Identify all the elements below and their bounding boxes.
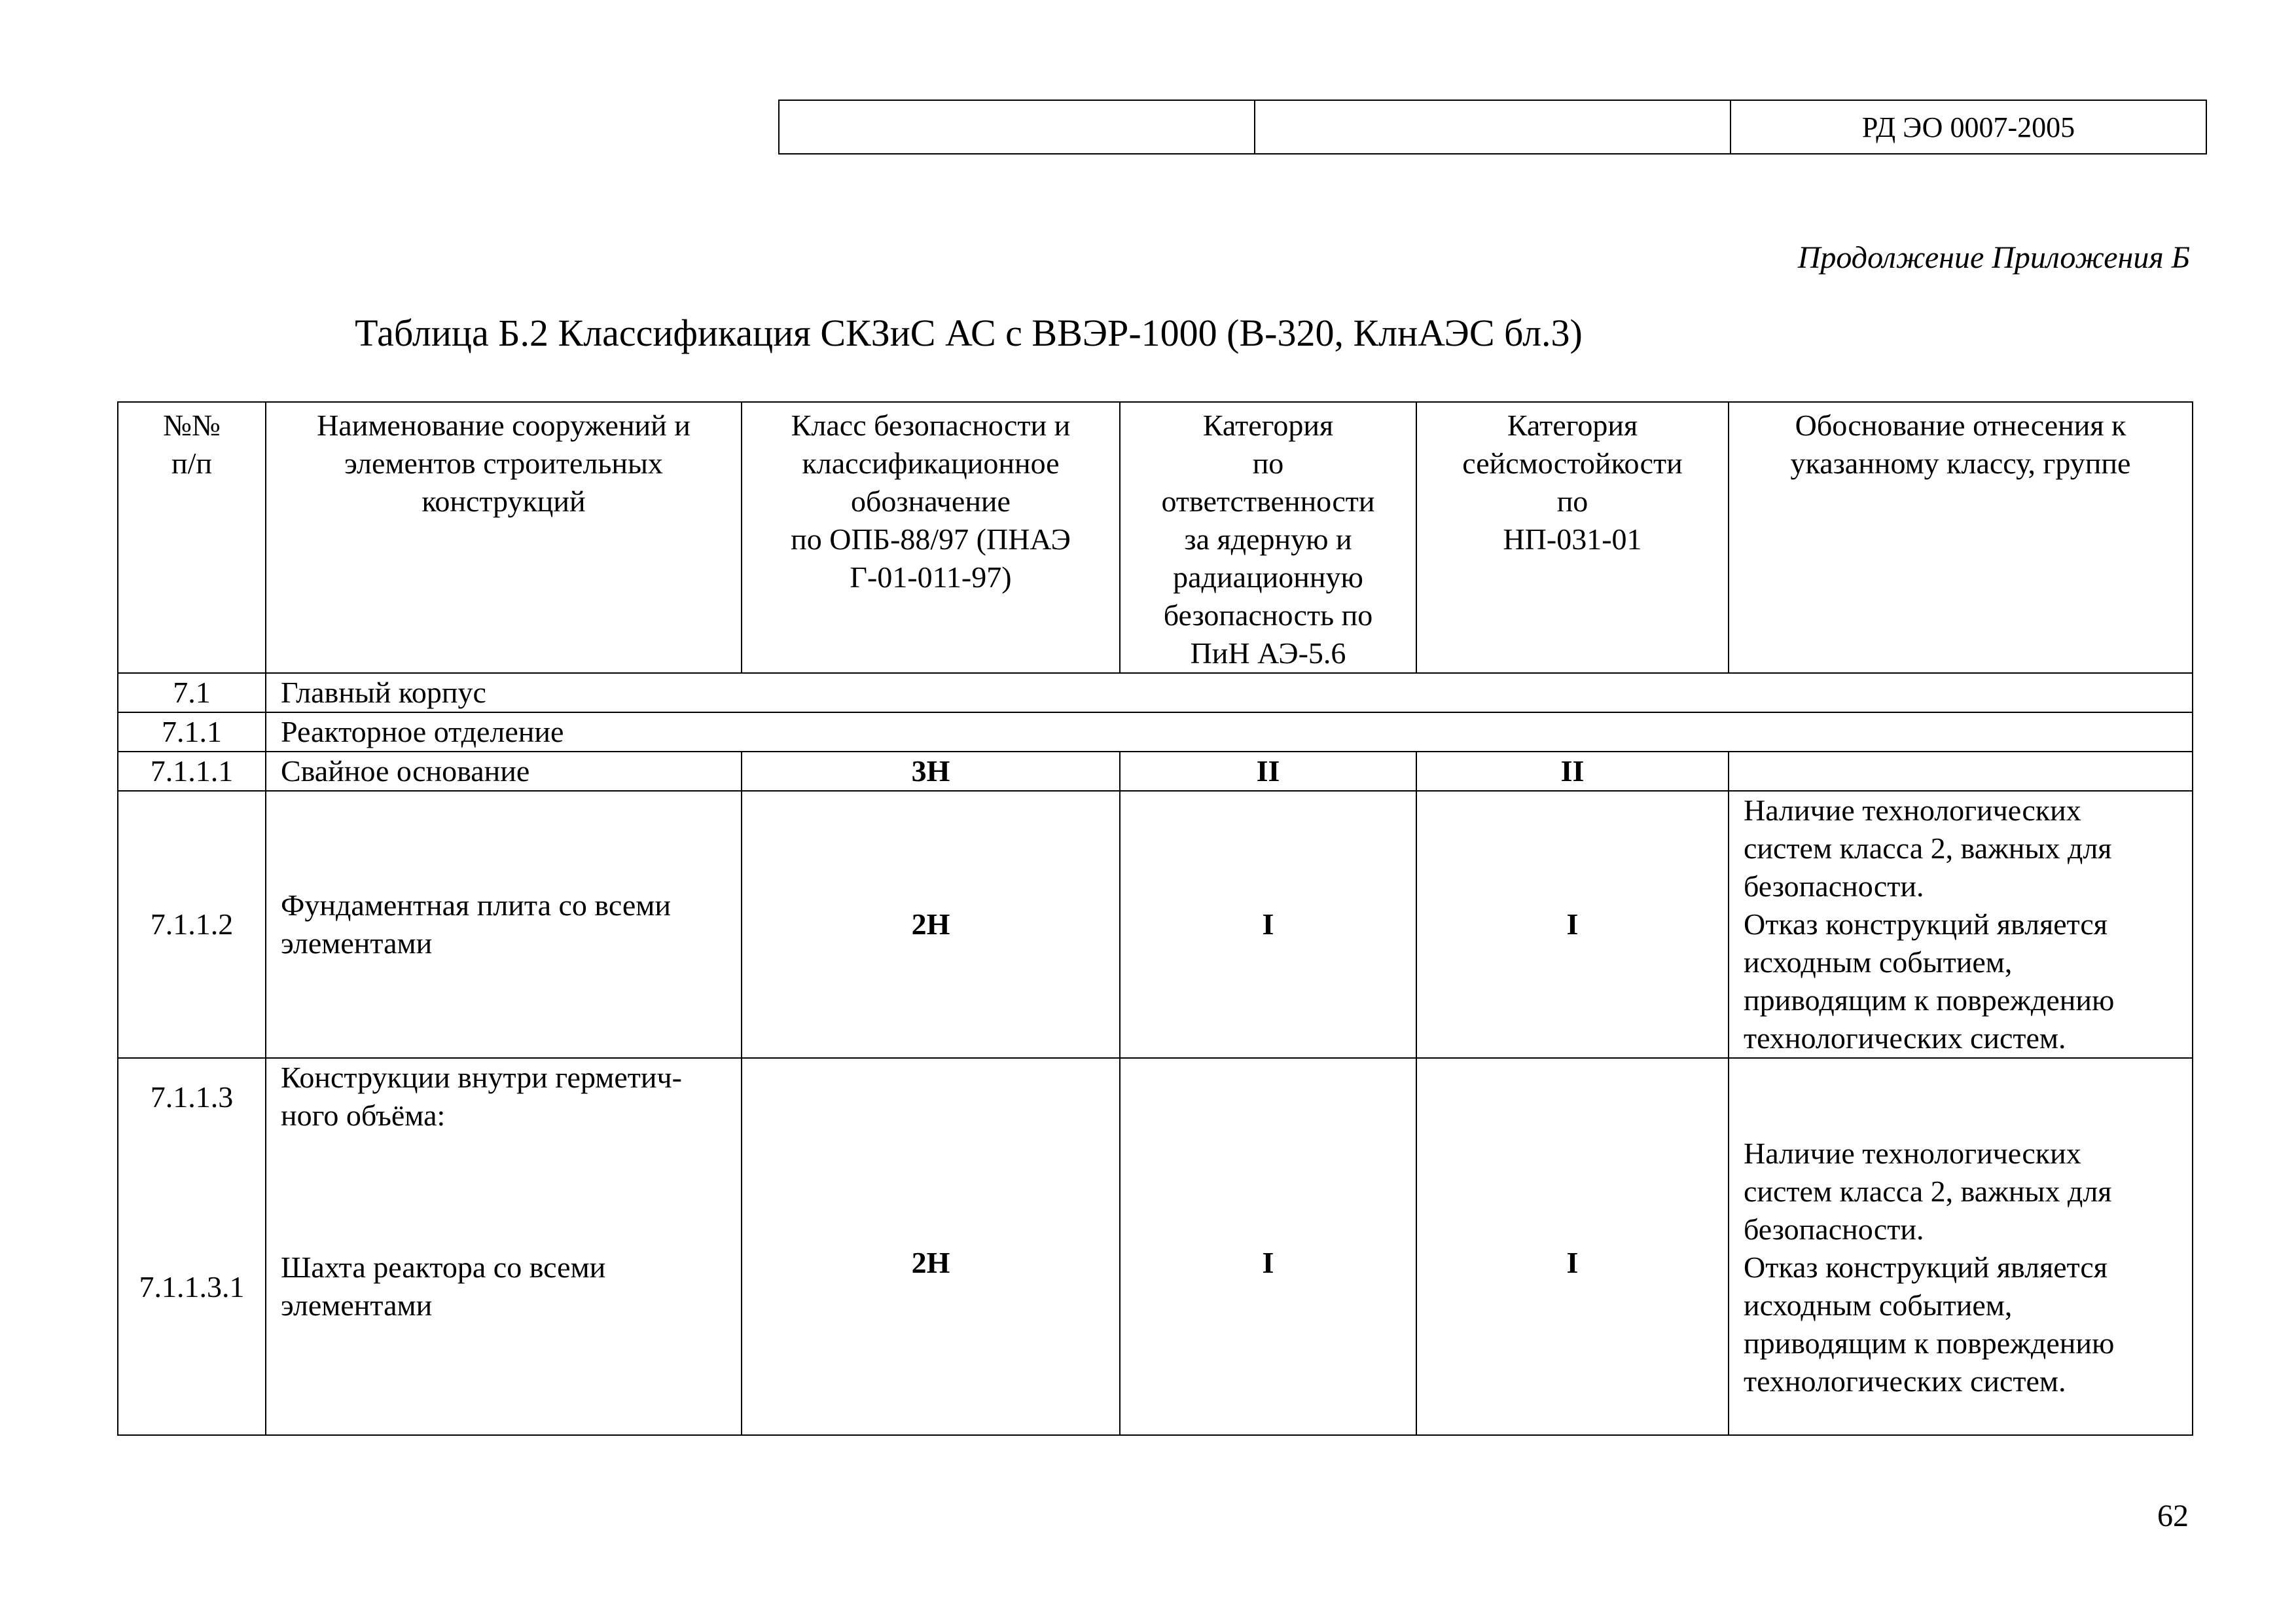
row-number: 7.1 [118,673,266,712]
justification-line: технологических систем. [1744,1364,2066,1398]
header-line: по ОПБ-88/97 (ПНАЭ [791,522,1071,556]
page-number: 62 [2157,1499,2189,1533]
element-name [266,791,742,1058]
table-row [118,712,2193,752]
responsibility-category-value: I [1120,1058,1416,1435]
name-line: элементами [281,1288,433,1322]
header-line: указанному классу, группе [1790,447,2131,480]
justification-cell [1729,752,2193,791]
justification-line: Отказ конструкций является [1744,907,2108,941]
name-line: ного объёма: [281,1099,446,1132]
table-row [118,791,2193,1058]
responsibility-category-value: II [1120,752,1416,791]
row-number-parent: 7.1.1.3 [150,1080,234,1114]
justification-line: систем класса 2, важных для [1744,831,2112,865]
header-line: Г-01-011-97) [850,560,1012,594]
seismic-category-value: I [1416,791,1729,1058]
column-header-seismic [1416,402,1729,673]
header-line: Класс безопасности и [791,409,1071,442]
justification-line: Отказ конструкций является [1744,1250,2108,1284]
row-number: 7.1.1.2 [118,791,266,1058]
header-line: элементов строительных [344,447,663,480]
header-line: ПиН АЭ-5.6 [1190,636,1346,670]
header-line: классификационное [802,447,1060,480]
name-line: Шахта реактора со всеми [281,1250,606,1284]
header-cell-empty-1 [779,100,1255,154]
column-header-justification [1729,402,2193,673]
justification-text [1729,791,2193,1058]
column-header-responsibility [1120,402,1416,673]
justification-line: Наличие технологических [1744,793,2081,827]
header-line: Категория [1507,409,1638,442]
header-line: по [1556,484,1588,518]
justification-line: систем класса 2, важных для [1744,1175,2112,1208]
row-number [118,1058,266,1435]
header-line: по [1252,447,1284,480]
header-line: НП-031-01 [1503,522,1642,556]
column-header-num [118,402,266,673]
continuation-note: Продолжение Приложения Б [1797,240,2190,275]
safety-class-value: 2Н [742,1058,1120,1435]
justification-line: исходным событием, [1744,945,2013,979]
header-line: безопасность по [1163,598,1373,632]
document-code: РД ЭО 0007-2005 [1731,100,2206,154]
element-name [266,1058,742,1435]
justification-line: безопасности. [1744,1213,1924,1246]
header-line: конструкций [422,484,586,518]
row-number-child: 7.1.1.3.1 [139,1270,245,1304]
header-line: обозначение [851,484,1011,518]
section-name: Реакторное отделение [266,712,2193,752]
responsibility-category-value: I [1120,791,1416,1058]
safety-class-value: 3Н [742,752,1120,791]
name-line: Конструкции внутри герметич- [281,1061,682,1094]
justification-line: приводящим к повреждению [1744,1326,2115,1360]
header-line: Обоснование отнесения к [1795,409,2126,442]
justification-line: технологических систем. [1744,1021,2066,1055]
header-cell-empty-2 [1255,100,1731,154]
justification-line: Наличие технологических [1744,1137,2081,1170]
table-title: Таблица Б.2 Классификация СКЗиС АС с ВВЭР-1000 (В-320, КлнАЭС бл.3) [355,312,1583,354]
header-line: радиационную [1173,560,1363,594]
classification-table [117,401,2193,1436]
header-line: №№ [163,409,221,442]
element-name: Свайное основание [266,752,742,791]
section-name: Главный корпус [266,673,2193,712]
justification-line: приводящим к повреждению [1744,983,2115,1017]
table-row [118,673,2193,712]
seismic-category-value: II [1416,752,1729,791]
justification-text [1729,1058,2193,1435]
name-line: элементами [281,926,433,960]
header-line: ответственности [1161,484,1375,518]
header-line: п/п [171,447,212,480]
document-header-box [778,100,2207,155]
header-line: за ядерную и [1184,522,1352,556]
safety-class-value: 2Н [742,791,1120,1058]
header-line: сейсмостойкости [1462,447,1683,480]
table-row [118,1058,2193,1435]
header-line: Наименование сооружений и [317,409,691,442]
column-header-safety-class [742,402,1120,673]
header-line: Категория [1202,409,1334,442]
name-line: Фундаментная плита со всеми [281,888,671,922]
justification-line: безопасности. [1744,869,1924,903]
row-number: 7.1.1 [118,712,266,752]
justification-line: исходным событием, [1744,1288,2013,1322]
table-row [118,752,2193,791]
seismic-category-value: I [1416,1058,1729,1435]
row-number: 7.1.1.1 [118,752,266,791]
column-header-name [266,402,742,673]
